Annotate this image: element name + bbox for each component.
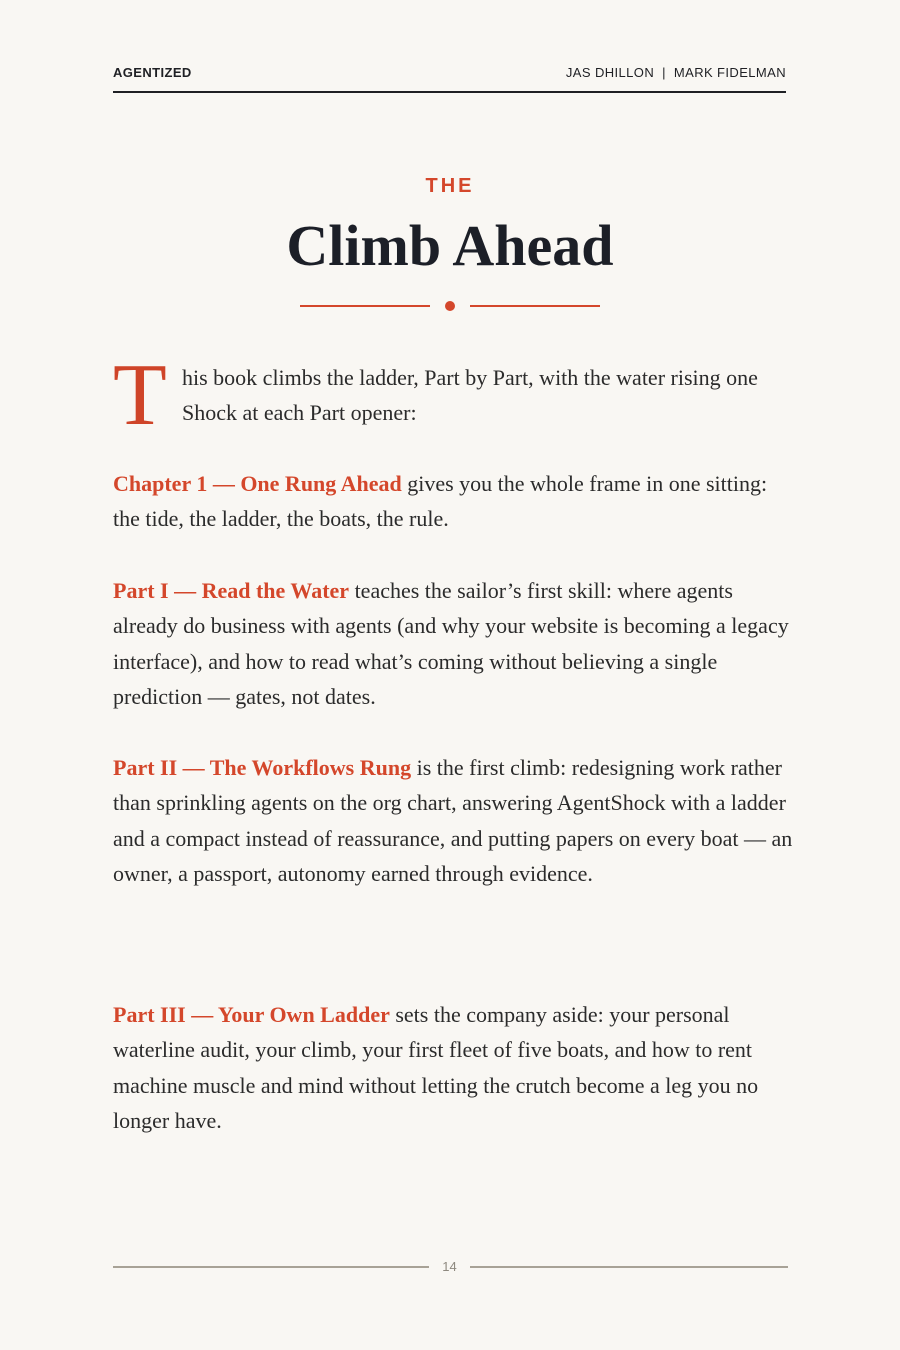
part-heading: Chapter 1 — One Rung Ahead [113, 471, 402, 496]
drop-cap: T [113, 347, 167, 444]
section-title: Climb Ahead [286, 213, 614, 278]
part-heading: Part III — Your Own Ladder [113, 1002, 390, 1027]
part-description: teaches the sailor’s first skill: where agents already do business with agents (and why your website is becoming a legacy interface), and how to read what’s coming without believing a single prediction — gates, not dates. [113, 578, 789, 709]
part-paragraph-part-1 [113, 573, 793, 714]
page-header [113, 62, 786, 93]
section-kicker: THE [425, 175, 475, 197]
part-description: gives you the whole frame in one sitting: the tide, the ladder, the boats, the rule. [113, 471, 768, 532]
part-paragraph-part-3 [113, 997, 793, 1138]
ornament-line-right [470, 305, 600, 307]
ornament-dot [445, 301, 455, 311]
page-number: 14 [442, 1259, 457, 1274]
intro-text: his book climbs the ladder, Part by Part, with the water rising one Shock at each Part opener: [182, 365, 758, 426]
book-title: AGENTIZED [113, 65, 192, 80]
part-description: sets the company aside: your personal waterline audit, your climb, your first fleet of five boats, and how to rent machine muscle and mind without letting the crutch become a leg you no longer have. [113, 1002, 759, 1133]
part-heading: Part II — The Workflows Rung [113, 755, 412, 780]
author-name: JAS DHILLON [565, 65, 655, 80]
author-separator: | [662, 65, 666, 80]
part-description: is the first climb: redesigning work rather than sprinkling agents on the org chart, answering AgentShock with a ladder and a compact instead of reassurance, and putting papers on every boat — an owner, a passport, autonomy earned through evidence. [113, 755, 793, 886]
authors [566, 65, 786, 80]
footer-rule-right [470, 1266, 788, 1268]
intro-paragraph [113, 347, 793, 444]
part-paragraph-part-2 [113, 750, 793, 891]
part-paragraph-chapter-1 [113, 466, 793, 537]
footer-rule-left [113, 1266, 429, 1268]
page-footer [113, 1258, 788, 1278]
title-ornament [300, 300, 600, 312]
ornament-line-left [300, 305, 430, 307]
author-name: MARK FIDELMAN [673, 65, 786, 80]
part-heading: Part I — Read the Water [113, 578, 350, 603]
